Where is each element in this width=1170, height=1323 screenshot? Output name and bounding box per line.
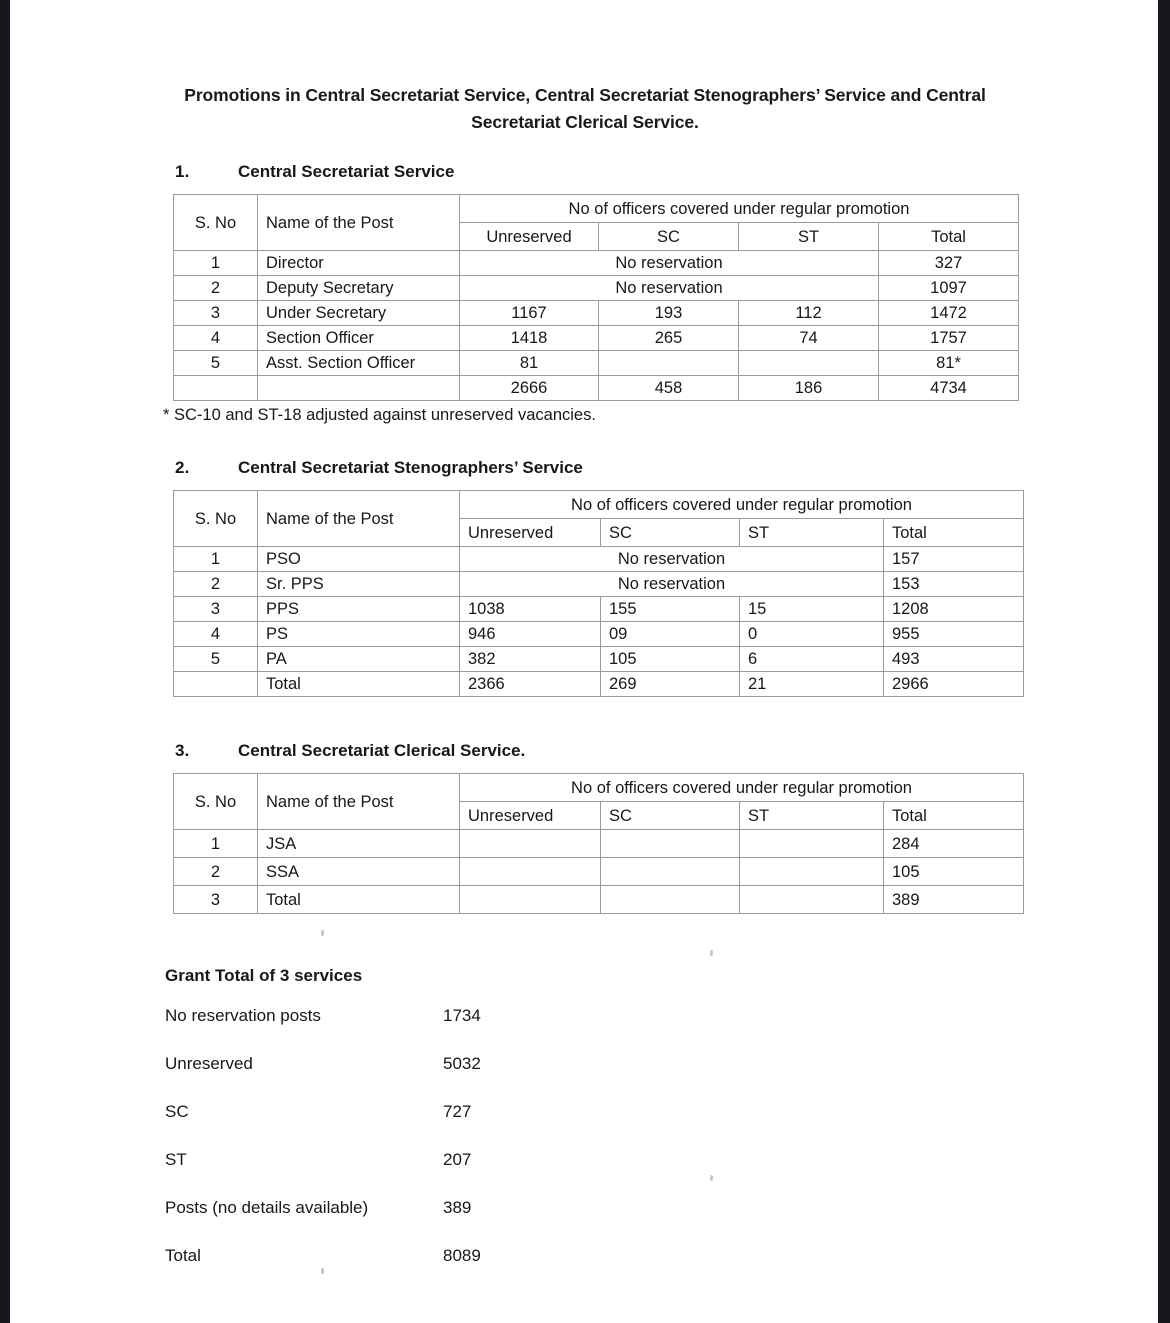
table-row [174, 597, 1024, 622]
section-number-3: 3. [175, 741, 190, 761]
cell-sc: 269 [601, 672, 740, 697]
cell-total: 1097 [879, 276, 1019, 301]
cell-name: SSA [258, 858, 460, 886]
table-footnote: * SC-10 and ST-18 adjusted against unreserved vacancies. [163, 406, 596, 425]
cell-unreserved: 2366 [460, 672, 601, 697]
grand-total-label: Unreserved [165, 1054, 253, 1074]
header-unreserved: Unreserved [460, 223, 599, 251]
grand-total-item [165, 1102, 1158, 1122]
section-title-3: Central Secretariat Clerical Service. [238, 741, 526, 761]
cell-sno: 3 [174, 597, 258, 622]
cell-name: Director [258, 251, 460, 276]
cell-unreserved: 1167 [460, 301, 599, 326]
cell-sc [599, 351, 739, 376]
cell-unreserved: 2666 [460, 376, 599, 401]
cell-sc [601, 858, 740, 886]
grand-total-list [165, 1006, 1158, 1266]
header-st: ST [739, 223, 879, 251]
cell-st [740, 858, 884, 886]
cell-name [258, 376, 460, 401]
cell-no-reservation: No reservation [460, 276, 879, 301]
grand-total-value: 389 [443, 1198, 472, 1218]
cell-st: 186 [739, 376, 879, 401]
table-row [174, 301, 1019, 326]
cell-sno: 2 [174, 276, 258, 301]
cell-sno [174, 376, 258, 401]
grand-total-value: 8089 [443, 1246, 481, 1266]
scan-speck [321, 930, 324, 936]
grand-total-label: Posts (no details available) [165, 1198, 369, 1218]
cell-sno: 5 [174, 351, 258, 376]
cell-total: 955 [884, 622, 1024, 647]
cell-sc: 458 [599, 376, 739, 401]
grand-total-label: SC [165, 1102, 189, 1122]
header-unreserved: Unreserved [460, 802, 601, 830]
cell-name: Total [258, 886, 460, 914]
cell-sc: 155 [601, 597, 740, 622]
cell-sc: 265 [599, 326, 739, 351]
document-page [10, 0, 1158, 1323]
cell-sno: 2 [174, 572, 258, 597]
cell-total: 4734 [879, 376, 1019, 401]
cell-name: Section Officer [258, 326, 460, 351]
table-row [174, 351, 1019, 376]
cell-unreserved: 946 [460, 622, 601, 647]
cell-total: 81* [879, 351, 1019, 376]
cell-name: Deputy Secretary [258, 276, 460, 301]
table-row [174, 647, 1024, 672]
cell-sno: 1 [174, 251, 258, 276]
cell-total: 1757 [879, 326, 1019, 351]
cell-unreserved: 81 [460, 351, 599, 376]
cell-sno: 1 [174, 547, 258, 572]
cell-st [740, 830, 884, 858]
cell-no-reservation: No reservation [460, 251, 879, 276]
cell-st [739, 351, 879, 376]
grand-total-title: Grant Total of 3 services [165, 966, 363, 986]
scan-speck [321, 1268, 324, 1274]
header-sc: SC [601, 519, 740, 547]
cell-total: 389 [884, 886, 1024, 914]
grand-total-value: 5032 [443, 1054, 481, 1074]
header-group: No of officers covered under regular promotion [460, 491, 1024, 519]
cell-name: Asst. Section Officer [258, 351, 460, 376]
section-number-2: 2. [175, 458, 190, 478]
cell-st: 74 [739, 326, 879, 351]
grand-total-item [165, 1246, 1158, 1266]
cell-sno: 4 [174, 622, 258, 647]
table-row [174, 326, 1019, 351]
grand-total-value: 1734 [443, 1006, 481, 1026]
cell-name: JSA [258, 830, 460, 858]
header-sno: S. No [174, 774, 258, 830]
header-name: Name of the Post [258, 195, 460, 251]
page-title: Promotions in Central Secretariat Service, Central Secretariat Stenographers’ Service and Central Secretariat Clerical Service. [184, 85, 986, 133]
header-total: Total [884, 519, 1024, 547]
cell-total: 284 [884, 830, 1024, 858]
table-stenographers-service [173, 490, 1024, 697]
cell-st: 112 [739, 301, 879, 326]
cell-st: 21 [740, 672, 884, 697]
header-name: Name of the Post [258, 491, 460, 547]
cell-unreserved: 1418 [460, 326, 599, 351]
cell-sno: 4 [174, 326, 258, 351]
grand-total-value: 207 [443, 1150, 472, 1170]
header-sno: S. No [174, 491, 258, 547]
cell-name: PA [258, 647, 460, 672]
cell-st: 6 [740, 647, 884, 672]
cell-sc: 105 [601, 647, 740, 672]
table-central-secretariat-service [173, 194, 1019, 401]
cell-sno: 2 [174, 858, 258, 886]
cell-unreserved: 1038 [460, 597, 601, 622]
cell-sc [601, 830, 740, 858]
grand-total-item [165, 1054, 1158, 1074]
grand-total-item [165, 1150, 1158, 1170]
header-sc: SC [601, 802, 740, 830]
cell-name: PSO [258, 547, 460, 572]
header-total: Total [884, 802, 1024, 830]
cell-sc: 09 [601, 622, 740, 647]
scan-speck [710, 950, 713, 956]
grand-total-value: 727 [443, 1102, 472, 1122]
section-title-2: Central Secretariat Stenographers’ Service [238, 458, 583, 478]
section-heading-1 [175, 162, 1158, 182]
header-st: ST [740, 519, 884, 547]
cell-st [740, 886, 884, 914]
header-total: Total [879, 223, 1019, 251]
cell-total: 2966 [884, 672, 1024, 697]
scan-speck [710, 1175, 713, 1181]
table-header-row [174, 774, 1024, 802]
section-number-1: 1. [175, 162, 190, 182]
cell-unreserved [460, 886, 601, 914]
grand-total-item [165, 1006, 1158, 1026]
cell-name: Under Secretary [258, 301, 460, 326]
header-name: Name of the Post [258, 774, 460, 830]
table-row [174, 572, 1024, 597]
header-group: No of officers covered under regular promotion [460, 195, 1019, 223]
cell-sno: 1 [174, 830, 258, 858]
cell-total: 1208 [884, 597, 1024, 622]
header-st: ST [740, 802, 884, 830]
table-total-row [174, 376, 1019, 401]
table-total-row [174, 672, 1024, 697]
header-sno: S. No [174, 195, 258, 251]
cell-total: 493 [884, 647, 1024, 672]
cell-total: 105 [884, 858, 1024, 886]
table-row [174, 547, 1024, 572]
cell-no-reservation: No reservation [460, 572, 884, 597]
table-row [174, 276, 1019, 301]
grand-total-label: No reservation posts [165, 1006, 321, 1026]
table-total-row [174, 886, 1024, 914]
table-row [174, 251, 1019, 276]
cell-sno: 3 [174, 886, 258, 914]
section-heading-3 [175, 741, 1158, 761]
cell-sno [174, 672, 258, 697]
table-clerical-service [173, 773, 1024, 914]
cell-name: Total [258, 672, 460, 697]
header-group: No of officers covered under regular promotion [460, 774, 1024, 802]
document-content [155, 0, 1158, 1294]
cell-st: 15 [740, 597, 884, 622]
cell-name: Sr. PPS [258, 572, 460, 597]
grand-total-label: Total [165, 1246, 201, 1266]
cell-sno: 3 [174, 301, 258, 326]
cell-unreserved [460, 830, 601, 858]
cell-unreserved [460, 858, 601, 886]
table-row [174, 858, 1024, 886]
cell-total: 157 [884, 547, 1024, 572]
section-heading-2 [175, 458, 1158, 478]
cell-unreserved: 382 [460, 647, 601, 672]
table-row [174, 830, 1024, 858]
grand-total-item [165, 1198, 1158, 1218]
header-sc: SC [599, 223, 739, 251]
cell-name: PS [258, 622, 460, 647]
section-title-1: Central Secretariat Service [238, 162, 455, 182]
cell-total: 327 [879, 251, 1019, 276]
cell-sc [601, 886, 740, 914]
cell-name: PPS [258, 597, 460, 622]
cell-no-reservation: No reservation [460, 547, 884, 572]
table-header-row [174, 491, 1024, 519]
grand-total-label: ST [165, 1150, 187, 1170]
cell-total: 153 [884, 572, 1024, 597]
cell-sno: 5 [174, 647, 258, 672]
table-header-row [174, 195, 1019, 223]
cell-total: 1472 [879, 301, 1019, 326]
cell-st: 0 [740, 622, 884, 647]
header-unreserved: Unreserved [460, 519, 601, 547]
table-row [174, 622, 1024, 647]
cell-sc: 193 [599, 301, 739, 326]
